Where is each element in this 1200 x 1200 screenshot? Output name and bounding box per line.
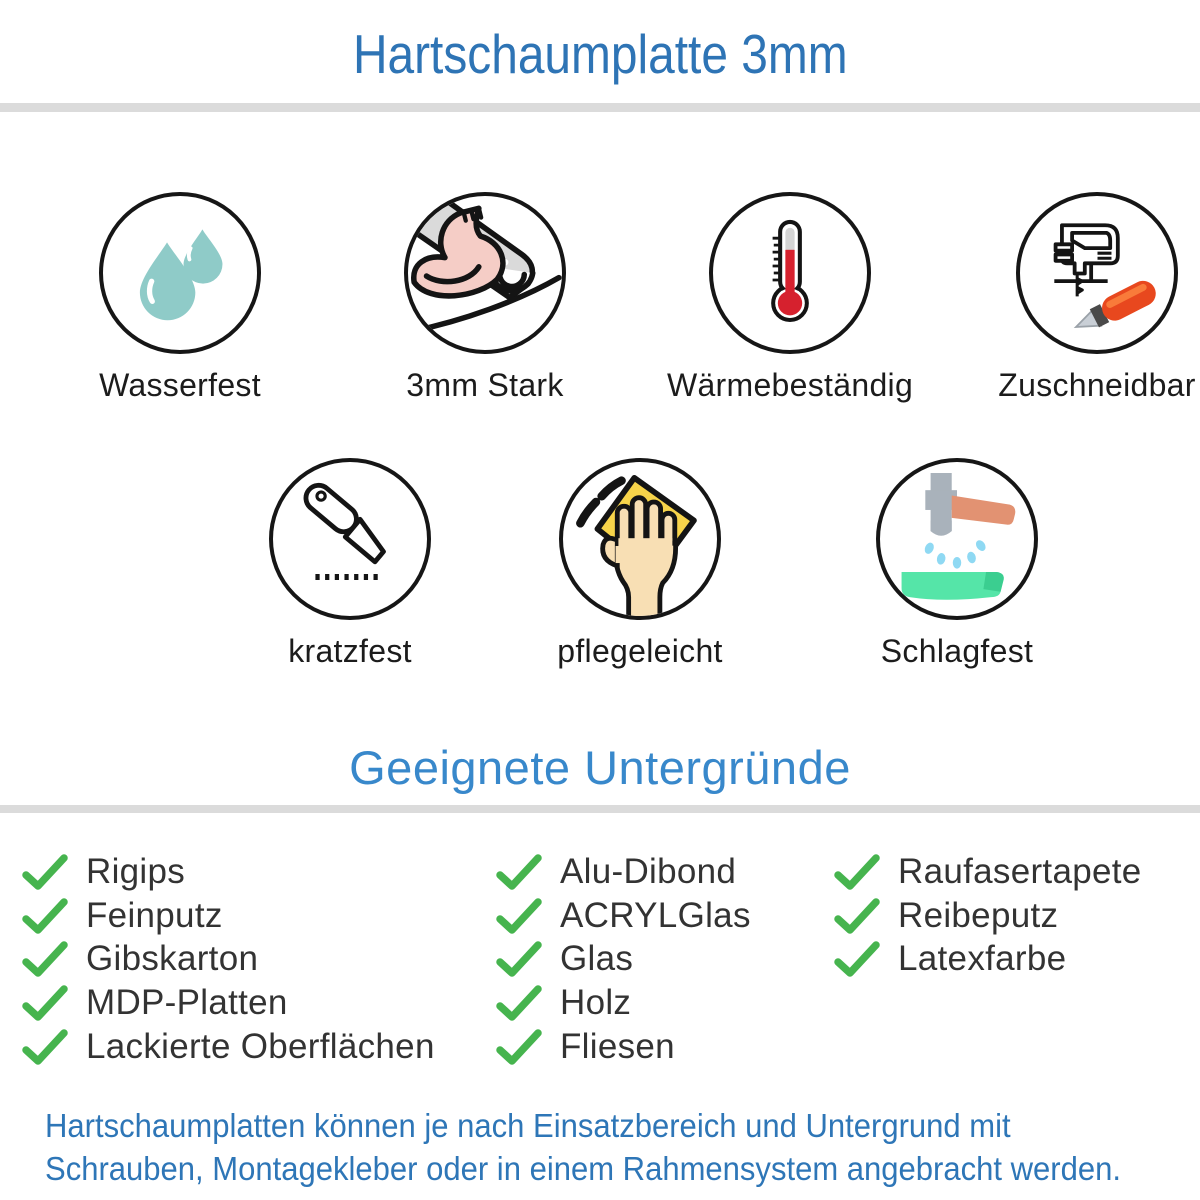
green-check-icon xyxy=(22,1029,69,1065)
substrate-item xyxy=(496,894,751,938)
substrate-column-3 xyxy=(834,850,1142,981)
substrate-label: ACRYLGlas xyxy=(560,895,751,935)
feature-circle xyxy=(876,458,1038,620)
mounting-note-line2: Schrauben, Montagekleber oder in einem Rahmensystem angebracht werden. xyxy=(45,1150,1121,1187)
feature-label: Wasserfest xyxy=(99,367,261,403)
green-check-icon xyxy=(496,985,543,1021)
substrate-label: Gibskarton xyxy=(86,939,259,979)
feature-zuschneidbar xyxy=(957,192,1200,404)
substrate-item xyxy=(22,981,435,1025)
green-check-icon xyxy=(22,985,69,1021)
feature-kratzfest xyxy=(210,458,490,670)
substrate-item xyxy=(22,850,435,894)
substrate-label: Rigips xyxy=(86,851,186,891)
feature-label: Schlagfest xyxy=(880,633,1034,669)
feature-circle xyxy=(99,192,261,354)
feature-circle xyxy=(269,458,431,620)
green-check-icon xyxy=(834,898,881,934)
mounting-note xyxy=(45,1104,1121,1190)
feature-schlagfest xyxy=(817,458,1097,670)
page-title xyxy=(0,22,1200,86)
green-check-icon xyxy=(496,854,543,890)
feature-label: Wärmebeständig xyxy=(666,367,914,403)
substrate-column-1 xyxy=(22,850,435,1069)
substrate-label: Lackierte Oberflächen xyxy=(86,1027,435,1067)
feature-wasserfest xyxy=(40,192,320,404)
green-check-icon xyxy=(496,941,543,977)
substrate-label: Raufasertapete xyxy=(898,851,1142,891)
substrate-item xyxy=(496,981,751,1025)
thermometer-icon xyxy=(732,215,848,331)
substrate-item xyxy=(496,850,751,894)
substrate-item xyxy=(22,938,435,982)
substrate-label: MDP-Platten xyxy=(86,983,288,1023)
substrate-item xyxy=(22,1025,435,1069)
hobby-knife xyxy=(1070,276,1160,337)
feature-circle xyxy=(1016,192,1178,354)
substrate-label: Reibeputz xyxy=(898,895,1059,935)
utility-knife-icon xyxy=(290,479,411,600)
green-check-icon xyxy=(22,898,69,934)
feature-label: Zuschneidbar xyxy=(998,367,1196,403)
substrate-item xyxy=(22,894,435,938)
green-check-icon xyxy=(22,854,69,890)
green-check-icon xyxy=(496,898,543,934)
feature-label: pflegeleicht xyxy=(557,633,723,669)
feature-label: kratzfest xyxy=(288,633,412,669)
green-check-icon xyxy=(22,941,69,977)
substrate-item xyxy=(834,894,1142,938)
muscle-arm-icon xyxy=(408,194,562,352)
substrate-label: Holz xyxy=(560,983,632,1023)
substrate-item xyxy=(496,938,751,982)
hammer-icon xyxy=(891,473,1023,605)
substrate-item xyxy=(496,1025,751,1069)
substrate-item xyxy=(834,850,1142,894)
green-check-icon xyxy=(496,1029,543,1065)
feature-label: 3mm Stark xyxy=(406,367,564,403)
substrate-label: Fliesen xyxy=(560,1027,675,1067)
mounting-note-line1: Hartschaumplatten können je nach Einsatzbereich und Untergrund mit xyxy=(45,1107,1011,1144)
substrate-label: Alu-Dibond xyxy=(560,851,737,891)
substrate-label: Glas xyxy=(560,939,634,979)
green-check-icon xyxy=(834,941,881,977)
jigsaw-knife-icon xyxy=(1034,210,1161,337)
feature-waermebestaendig xyxy=(650,192,930,404)
section-heading: Geeignete Untergründe xyxy=(349,741,851,794)
feature-circle xyxy=(709,192,871,354)
feature-circle xyxy=(404,192,566,354)
green-check-icon xyxy=(834,854,881,890)
substrate-item xyxy=(834,938,1142,982)
feature-pflegeleicht xyxy=(500,458,780,670)
page-title-text: Hartschaumplatte 3mm xyxy=(352,23,848,85)
water-drops-icon xyxy=(121,214,239,332)
feature-3mm-stark xyxy=(345,192,625,404)
substrate-label: Latexfarbe xyxy=(898,939,1067,979)
cleaning-hand-icon xyxy=(569,475,711,617)
divider-middle xyxy=(0,805,1200,813)
divider-top xyxy=(0,103,1200,112)
substrate-label: Feinputz xyxy=(86,895,223,935)
feature-circle xyxy=(559,458,721,620)
substrate-column-2 xyxy=(496,850,751,1069)
